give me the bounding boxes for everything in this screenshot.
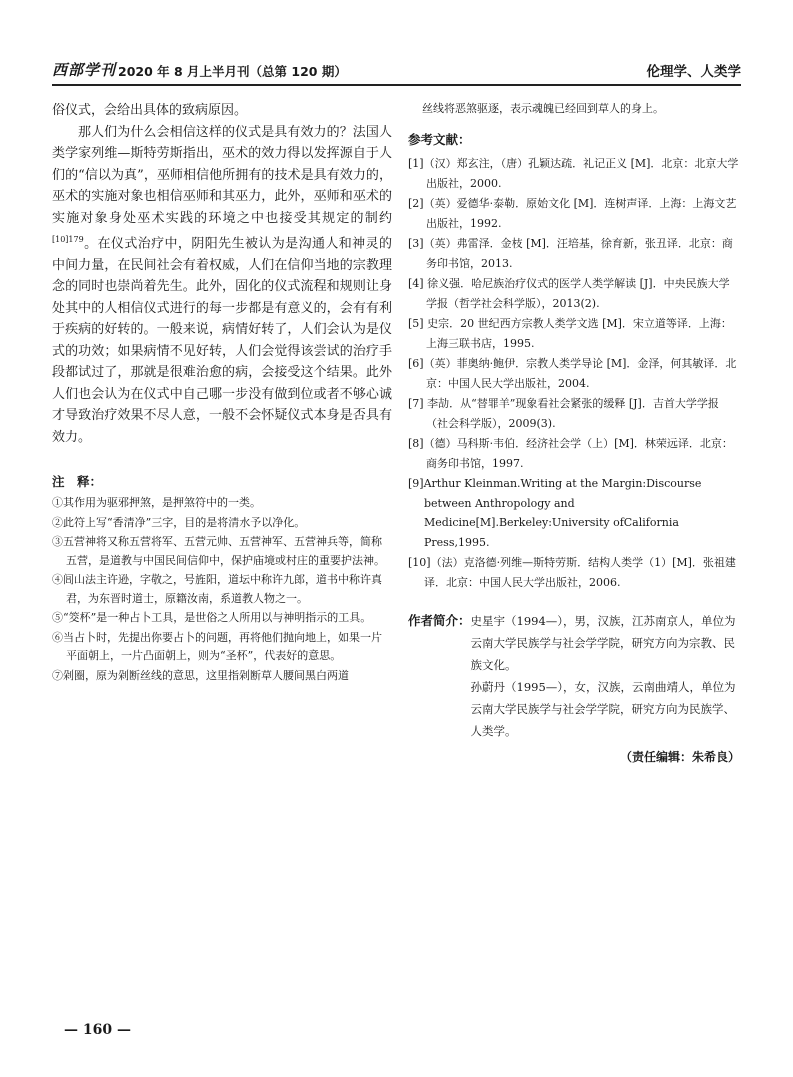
note-item: ①其作用为驱邪押煞，是押煞符中的一类。 bbox=[52, 496, 261, 509]
note-continuation: 丝线将恶煞驱逐，表示魂魄已经回到草人的身上。 bbox=[422, 102, 664, 115]
body-paragraph bbox=[52, 122, 392, 449]
citation-superscript: [10]179 bbox=[52, 235, 84, 244]
references-title: 参考文献： bbox=[408, 132, 471, 147]
reference-item: [7] 李劼．从“替罪羊”现象看社会紧张的缓释 [J]．吉首大学学报（社会科学版），2009(3). bbox=[408, 397, 719, 430]
reference-item: [9]Arthur Kleinman.Writing at the Margin:Discourse between Anthropology and Medicine[M].Berkeley:University ofCalifornia Press,1995. bbox=[408, 477, 702, 549]
page-number: — 160 — bbox=[64, 1022, 131, 1038]
responsible-editor: （责任编辑：朱希良） bbox=[619, 750, 740, 764]
note-item: ⑦剁圈，原为剁断丝线的意思，这里指剁断草人腰间黑白两道 bbox=[52, 668, 349, 682]
right-column bbox=[408, 100, 740, 765]
note-item: ④闾山法主许逊，字敬之，号旌阳，道坛中称许九郎，道书中称许真君，为东晋时道士，原籍汝南，系道教人物之一。 bbox=[52, 573, 382, 605]
note-item: ②此符上写“香清净”三字，目的是将清水予以净化。 bbox=[52, 515, 306, 529]
author-entry: 史星宇（1994—），男，汉族，江苏南京人，单位为云南大学民族学与社会学学院，研究方向为宗教、民族文化。 bbox=[470, 614, 736, 672]
body-paragraph-text: 。在仪式治疗中，阴阳先生被认为是沟通人和神灵的中间力量，在民间社会有着权威，人们在信仰当地的宗教理念的同时也崇尚着先生。此外，固化的仪式流程和规则让身处其中的人相信仪式进行的每一步都是有意义的，会有有利于疾病的好转的。一般来说，病情好转了，人们会认为是仪式的功效；如果病情不见好转，人们会觉得该尝试的治疗手段都试过了，那就是很难治愈的病，会接受这个结果。此外人们也会认为在仪式中自己哪一步没有做到位或者不够心诚才导致治疗效果不尽人意，一般不会怀疑仪式本身是否具有效力。 bbox=[52, 236, 392, 445]
left-column-body bbox=[52, 100, 392, 448]
page-header bbox=[52, 58, 741, 86]
body-paragraph-text: 那人们为什么会相信这样的仪式是具有效力的？法国人类学家列维—斯特劳斯指出，巫术的效力得以发挥源自于人们的“信以为真”，巫师相信他所拥有的技术是具有效力的，巫术的实施对象也相信巫师和其巫力，此外，巫师和巫术的实施对象身处巫术实践的环境之中也接受其规定的制约 bbox=[52, 124, 392, 226]
author-entry: 孙蔚丹（1995—），女，汉族，云南曲靖人，单位为云南大学民族学与社会学学院，研究方向为民族学、人类学。 bbox=[470, 680, 736, 738]
note-item: ⑥当占卜时，先提出你要占卜的问题，再将他们抛向地上，如果一片平面朝上，一片凸面朝上，则为“圣杯”，代表好的意思。 bbox=[52, 630, 382, 662]
reference-item: [1]（汉）郑玄注，（唐）孔颖达疏．礼记正义 [M]．北京：北京大学出版社，2000. bbox=[408, 157, 739, 190]
section-title: 伦理学、人类学 bbox=[646, 64, 741, 80]
author-info bbox=[408, 610, 740, 742]
notes-title: 注 释： bbox=[52, 474, 103, 489]
reference-item: [10]（法）克洛德·列维—斯特劳斯．结构人类学（1）[M]．张祖建译．北京：中国人民大学出版社，2006. bbox=[408, 556, 736, 589]
notes-list bbox=[52, 494, 392, 686]
journal-logo: 西部学刊 bbox=[52, 61, 117, 79]
reference-item: [6]（英）菲奥纳·鲍伊．宗教人类学导论 [M]．金泽，何其敏译．北京：中国人民大学出版社，2004. bbox=[408, 357, 737, 390]
references-list bbox=[408, 154, 740, 592]
reference-item: [5] 史宗．20 世纪西方宗教人类学文选 [M]．宋立道等译．上海：上海三联书店，1995. bbox=[408, 317, 732, 350]
reference-item: [3]（英）弗雷泽．金枝 [M]．汪培基，徐育新，张丑译．北京：商务印书馆，2013. bbox=[408, 237, 733, 270]
author-entries bbox=[471, 610, 740, 742]
note-item: ③五营神将又称五营将军、五营元帅、五营神军、五营神兵等，简称五营，是道教与中国民间信仰中，保护庙境或村庄的重要护法神。 bbox=[52, 535, 385, 567]
note-item: ⑤“筊杯”是一种占卜工具，是世俗之人所用以与神明指示的工具。 bbox=[52, 611, 372, 624]
body-paragraph: 俗仪式，会给出具体的致病原因。 bbox=[52, 103, 248, 118]
reference-item: [8]（德）马科斯·韦伯．经济社会学（上）[M]．林荣远译．北京：商务印书馆，1997. bbox=[408, 437, 733, 470]
journal-issue: 2020 年 8 月上半月刊（总第 120 期） bbox=[118, 64, 347, 79]
reference-item: [4] 徐义强．哈尼族治疗仪式的医学人类学解读 [J]．中央民族大学学报（哲学社会科学版），2013(2). bbox=[408, 277, 730, 310]
author-label: 作者简介： bbox=[408, 613, 471, 628]
reference-item: [2]（英）爱德华·泰勒．原始文化 [M]．连树声译．上海：上海文艺出版社，1992. bbox=[408, 197, 737, 230]
journal-info bbox=[52, 59, 347, 84]
